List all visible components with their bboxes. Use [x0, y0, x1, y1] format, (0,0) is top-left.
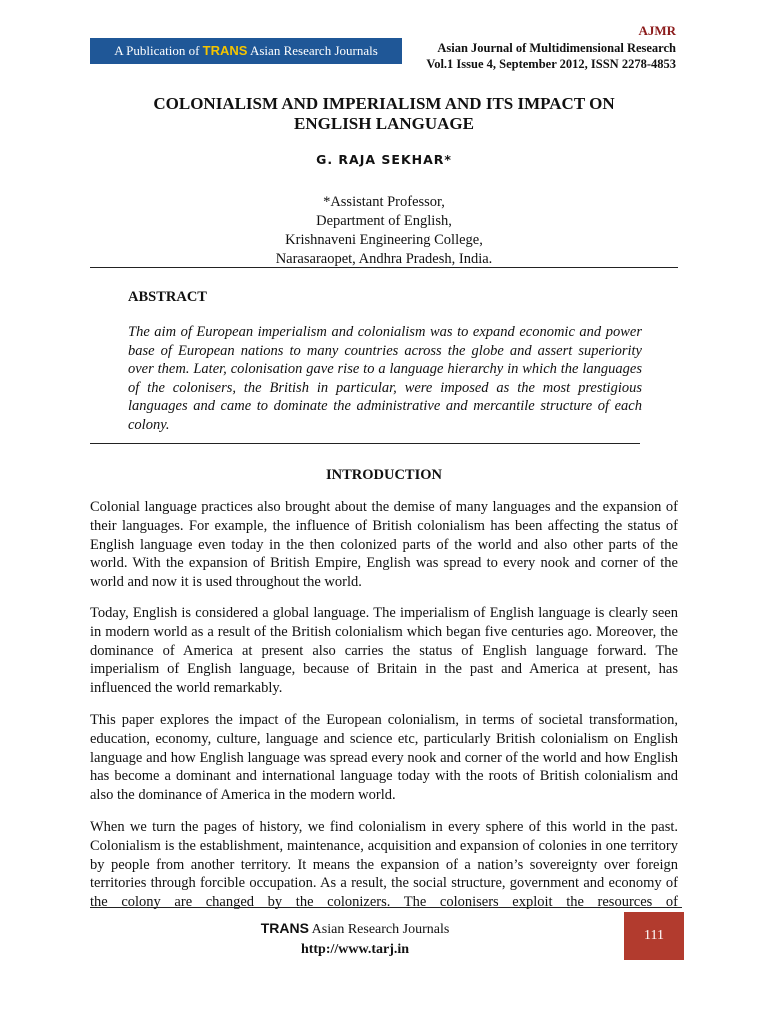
banner-brand: TRANS [202, 43, 248, 58]
affiliation-line: Narasaraopet, Andhra Pradesh, India. [275, 251, 493, 267]
abstract-heading: ABSTRACT [128, 289, 207, 305]
body-paragraph: This paper explores the impact of the European colonialism, in terms of societal transformation, education, economy, culture, language and science etc, particularly British colonialism on English language and how English language was spread every nook and corner of the world and how English has become a dominant and international language today with the roots of British colonialism and also the dominance of America in the modern world. [90, 712, 678, 804]
journal-abbrev: AJMR [638, 23, 676, 38]
page-number: 111 [624, 912, 684, 960]
title-line-1: COLONIALISM AND IMPERIALISM AND ITS IMPACT ON [153, 94, 615, 113]
publisher-banner [90, 38, 402, 64]
body-paragraph: When we turn the pages of history, we find colonialism in every sphere of this world in the past. Colonialism is the establishment, maintenance, acquisition and expansion of colonies in one territory by people from another territory. It means the expansion of a nation’s sovereignty over foreign territories through forcible occupation. As a result, the social structure, government and economy of the colony are changed by the colonizers. The colonisers exploit the resources of [90, 819, 678, 911]
footer [200, 918, 510, 960]
footer-publisher [200, 918, 510, 940]
body-paragraph: Today, English is considered a global language. The imperialism of English language is clearly seen in modern world as a result of the British colonialism which began five centuries ago. Moreover, the dominance of America at present also carries the status of English language forward. The imperialism of English language, because of Britain in the past and America at present, has influenced the world remarkably. [90, 605, 678, 697]
journal-name: Asian Journal of Multidimensional Research [437, 41, 676, 55]
footer-url[interactable]: http://www.tarj.in [300, 942, 410, 957]
footer-brand: TRANS [260, 920, 309, 936]
banner-suffix: Asian Research Journals [247, 43, 378, 58]
journal-issue: Vol.1 Issue 4, September 2012, ISSN 2278-4853 [426, 57, 676, 71]
article-title [90, 94, 678, 134]
abstract-text: The aim of European imperialism and colonialism was to expand economic and power base of European nations to many countries across the globe and assert superiority over them. Later, colonisation gave rise to a language hierarchy in which the languages of the colonisers, the British in particular, were imposed as the most prestigious languages and came to dominate the administrative and mercantile structure of each colony. [128, 324, 642, 433]
footer-divider [90, 907, 682, 908]
banner-prefix: A Publication of [114, 43, 203, 58]
introduction-heading: INTRODUCTION [325, 467, 442, 483]
header-divider [90, 267, 678, 268]
body-paragraph: Colonial language practices also brought about the demise of many languages and the expansion of their languages. For example, the influence of British colonialism has been affecting the status of English language even today in the then colonized parts of the world and also other parts of the world. With the expansion of British Empire, English was spread to every nook and corner of the world and now it is used throughout the world. [90, 499, 678, 591]
title-line-2: ENGLISH LANGUAGE [294, 114, 474, 133]
affiliation-line: Krishnaveni Engineering College, [285, 232, 483, 248]
author-affiliation [90, 193, 678, 269]
abstract-divider [90, 443, 640, 444]
journal-info [426, 40, 676, 72]
affiliation-line: Department of English, [316, 213, 452, 229]
affiliation-line: *Assistant Professor, [323, 194, 445, 210]
footer-brand-suffix: Asian Research Journals [308, 922, 450, 937]
author-name: G. RAJA SEKHAR* [316, 152, 452, 167]
